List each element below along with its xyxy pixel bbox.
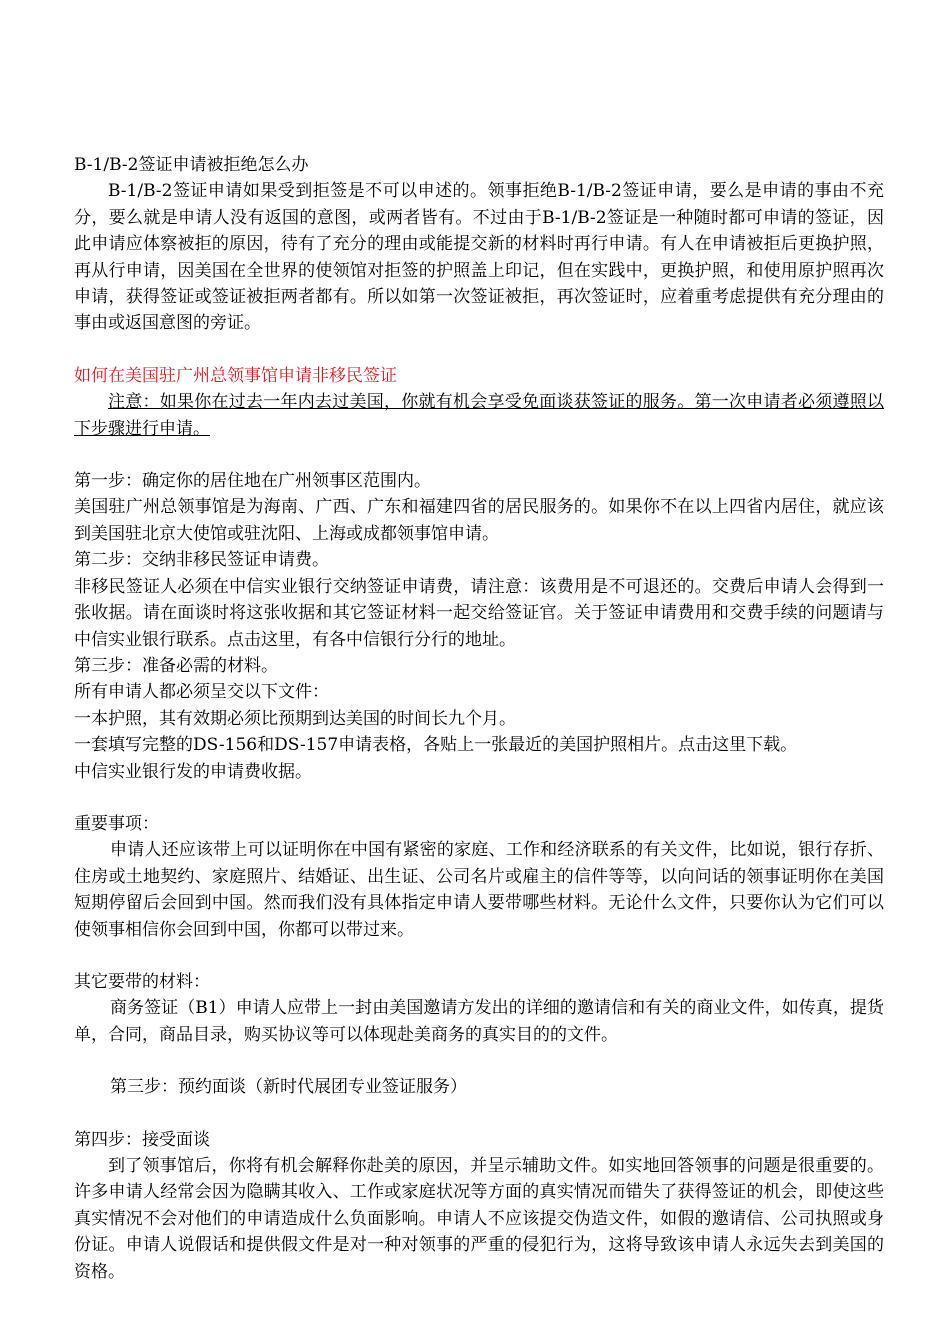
step3-intro: 所有申请人都必须呈交以下文件： — [74, 682, 329, 703]
important-body: 申请人还应该带上可以证明你在中国有紧密的家庭、工作和经济联系的有关文件，比如说，银行存折、住房或土地契约、家庭照片、结婚证、出生证、公司名片或雇主的信件等等，以向问话的领事证明你在美国短期停留后会回到中国。然而我们没有具体指定申请人要带哪些材料。无论什么文件，只要你认为它们可以使领事相信你会回到中国，你都可以带过来。 — [74, 840, 884, 940]
step4-body: 到了领事馆后，你将有机会解释你赴美的原因，并呈示辅助文件。如实地回答领事的问题是很重要的。许多申请人经常会因为隐瞒其收入、工作或家庭状况等方面的真实情况而错失了获得签证的机会，即使这些真实情况不会对他们的申请造成什么负面影响。申请人不应该提交伪造文件，如假的邀请信、公司执照或身份证。申请人说假话和提供假文件是对一种对领事的严重的侵犯行为，这将导致该申请人永远失去到美国的资格。 — [74, 1156, 884, 1282]
other-materials-title: 其它要带的材料： — [74, 971, 210, 992]
list-item: 中信实业银行发的申请费收据。 — [74, 761, 312, 782]
section-title-guangzhou: 如何在美国驻广州总领事馆申请非移民签证 — [74, 365, 397, 386]
step2-body: 非移民签证人必须在中信实业银行交纳签证申请费，请注意：该费用是不可退还的。交费后申请人会得到一张收据。请在面谈时将这张收据和其它签证材料一起交给签证官。关于签证申请费用和交费手续的问题请与中信实业银行联系。点击这里，有各中信银行分行的地址。 — [74, 576, 884, 650]
spacer — [74, 1048, 884, 1074]
step3-title: 第三步：准备必需的材料。 — [74, 655, 278, 676]
spacer — [74, 785, 884, 811]
document-body — [74, 152, 884, 1285]
spacer — [74, 1101, 884, 1127]
step1-title: 第一步：确定你的居住地在广州领事区范围内。 — [74, 471, 431, 492]
spacer — [74, 337, 884, 363]
step3-appointment: 第三步：预约面谈（新时代展团专业签证服务） — [110, 1077, 467, 1098]
list-item: 一套填写完整的DS-156和DS-157申请表格，各贴上一张最近的美国护照相片。点击这里下载。 — [74, 735, 798, 756]
step2-title: 第二步：交纳非移民签证申请费。 — [74, 550, 329, 571]
spacer — [74, 943, 884, 969]
step1-body: 美国驻广州总领事馆是为海南、广西、广东和福建四省的居民服务的。如果你不在以上四省内居住，就应该到美国驻北京大使馆或驻沈阳、上海或成都领事馆申请。 — [74, 497, 884, 544]
step4-title: 第四步：接受面谈 — [74, 1129, 210, 1150]
spacer — [74, 442, 884, 468]
paragraph-visa-refusal: B-1/B-2签证申请如果受到拒签是不可以申述的。领事拒绝B-1/B-2签证申请，要么是申请的事由不充分，要么就是申请人没有返国的意图，或两者皆有。不过由于B-1/B-2签证是一种随时都可申请的签证，因此申请应体察被拒的原因，待有了充分的理由或能提交新的材料时再行申请。有人在申请被拒后更换护照，再从行申请，因美国在全世界的使领馆对拒签的护照盖上印记，但在实践中，更换护照，和使用原护照再次申请，获得签证或签证被拒两者都有。所以如第一次签证被拒，再次签证时，应着重考虑提供有充分理由的事由或返国意图的旁证。 — [74, 181, 884, 334]
section-title-visa-refusal: B-1/B-2签证申请被拒绝怎么办 — [74, 155, 309, 175]
notice-paragraph: 注意：如果你在过去一年内去过美国，你就有机会享受免面谈获签证的服务。第一次申请者必须遵照以下步骤进行申请。 — [74, 392, 884, 439]
important-title: 重要事项： — [74, 813, 159, 834]
list-item: 一本护照，其有效期必须比预期到达美国的时间长九个月。 — [74, 708, 516, 729]
other-materials-body: 商务签证（B1）申请人应带上一封由美国邀请方发出的详细的邀请信和有关的商业文件，如传真，提货单，合同，商品目录，购买协议等可以体现赴美商务的真实目的的文件。 — [74, 998, 884, 1045]
